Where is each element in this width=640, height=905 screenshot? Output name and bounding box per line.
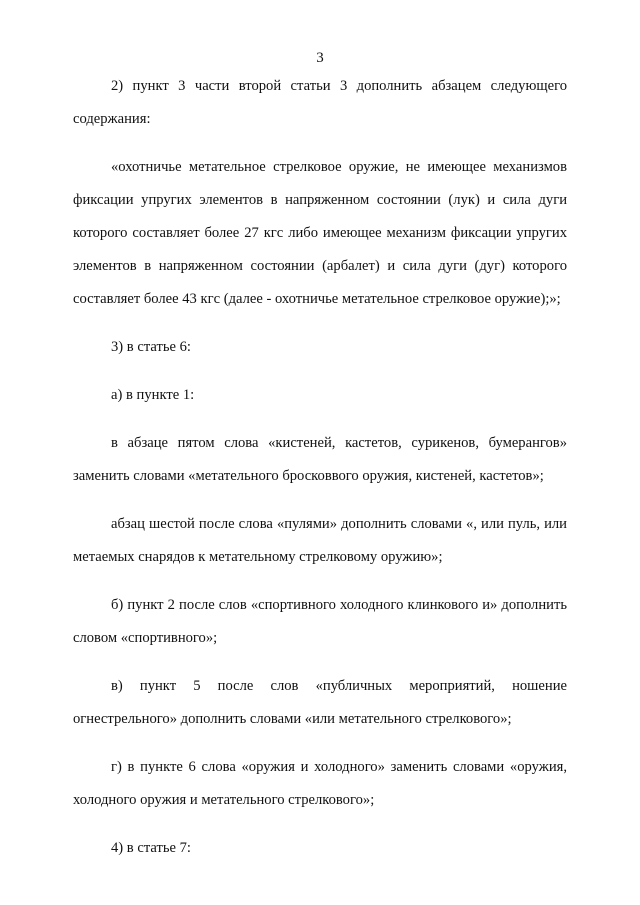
paragraph-subitem-a: а) в пункте 1:	[111, 387, 195, 403]
document-body	[73, 70, 567, 880]
paragraph-item-2: 2) пункт 3 части второй статьи 3 дополнить абзацем следующего содержания:	[73, 78, 567, 127]
paragraph-subitem-g: г) в пункте 6 слова «оружия и холодного» заменить словами «оружия, холодного оружия и метательного стрелкового»;	[73, 759, 567, 808]
paragraph-item-3: 3) в статье 6:	[111, 339, 191, 355]
page-number: 3	[316, 50, 324, 66]
paragraph-item-4: 4) в статье 7:	[111, 840, 191, 856]
paragraph-abzats-fifth: в абзаце пятом слова «кистеней, кастетов, сурикенов, бумерангов» заменить словами «метательного бросковвого оружия, кистеней, кастетов»;	[73, 435, 567, 484]
paragraph-abzats-sixth: абзац шестой после слова «пулями» дополнить словами «, или пуль, или метаемых снарядов к метательному стрелковому оружию»;	[73, 516, 567, 565]
paragraph-quote-bow-crossbow: «охотничье метательное стрелковое оружие, не имеющее механизмов фиксации упругих элементов в напряженном состоянии (лук) и сила дуги которого составляет более 27 кгс либо имеющее механизм фиксации упругих элементов в напряженном состоянии (арбалет) и сила дуги (дуг) которого составляет более 43 кгс (далее - охотничье метательное стрелковое оружие);»;	[73, 159, 567, 307]
paragraph-subitem-b: б) пункт 2 после слов «спортивного холодного клинкового и» дополнить словом «спортивного»;	[73, 597, 567, 646]
paragraph-subitem-v: в) пункт 5 после слов «публичных мероприятий, ношение огнестрельного» дополнить словами «или метательного стрелкового»;	[73, 678, 567, 727]
